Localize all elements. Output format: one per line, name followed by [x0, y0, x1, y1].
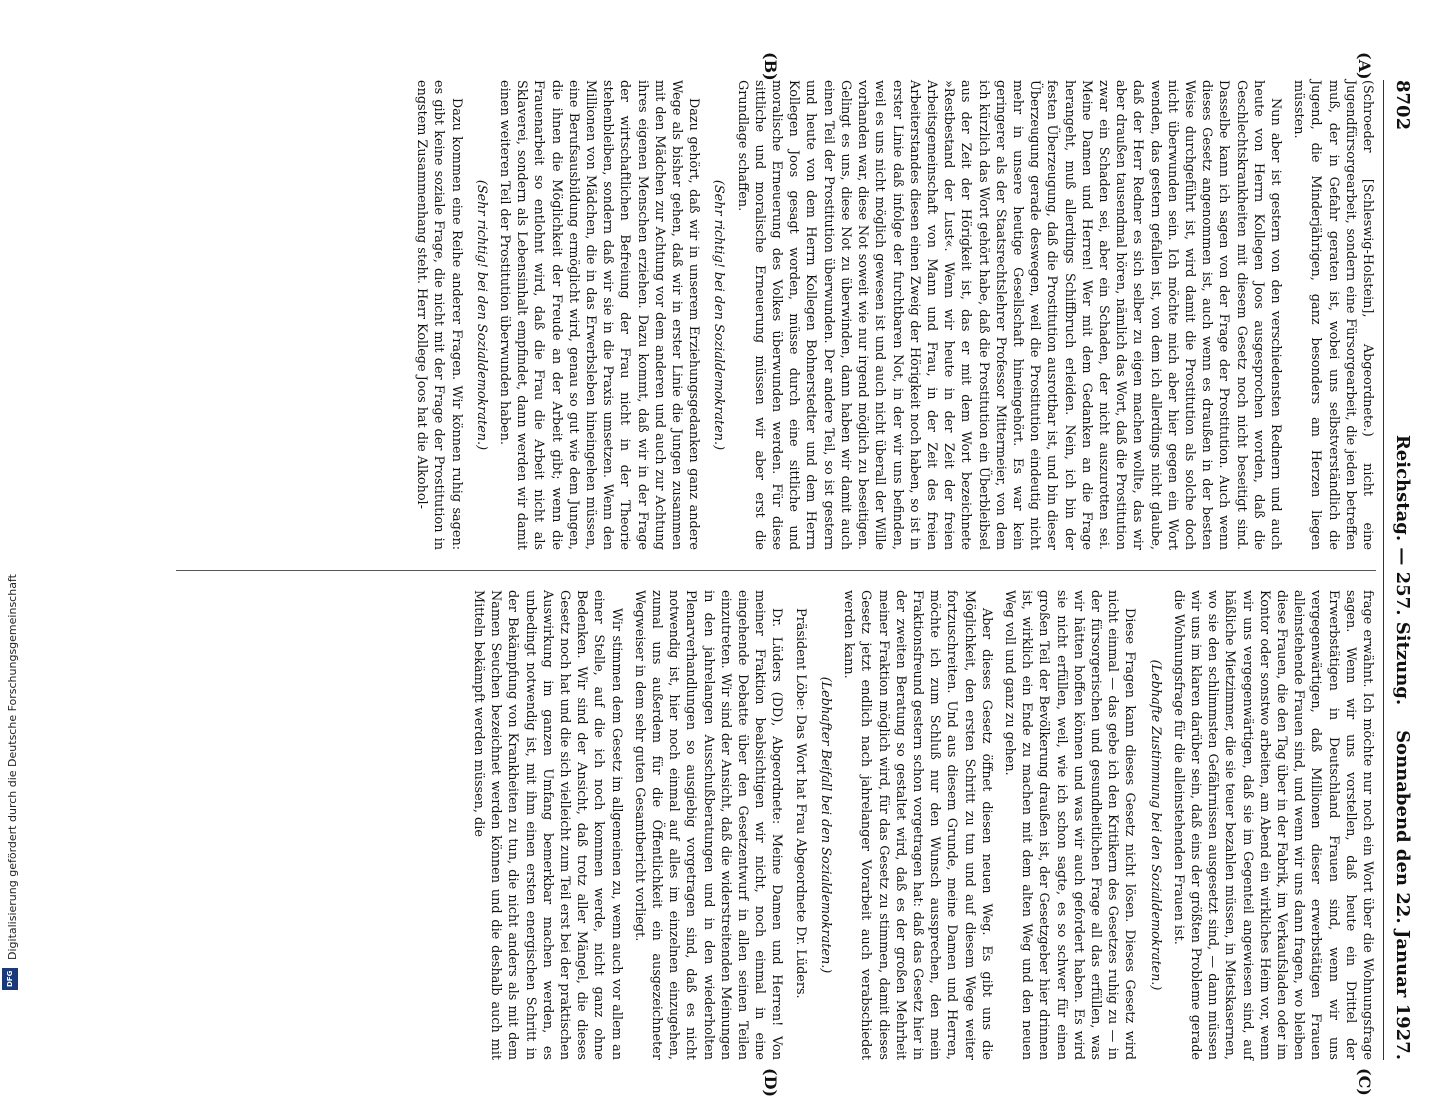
left-paragraph: Dazu gehört, daß wir in unserem Erziehungsgedanken ganz andere Wege als bisher gehen, daß wir in erster Linie die Jungen zusammen mit den Mädchen zur Achtung vor dem anderen und auch zur Achtung ihres eigenen Menschen erziehen. Dazu kommt, daß wir in der Frage der wirtschaftlichen Befreiung der Frau nicht in der Theorie stehenbleiben, sondern daß wir sie in die Praxis umsetzen. Wenn den Millionen von Mädchen, die in das Erwerbsleben hineingehen müssen, eine Berufsausbildung ermöglicht wird, genau so gut wie dem Jungen, die ihnen die Möglichkeit der Freude an der Arbeit gibt; wenn die Frauenarbeit so entlohnt wird, daß die Frau die Arbeit nicht als Sklaverei, sondern als Lebensinhalt empfindet, dann werden wir damit einen weiteren Teil der Prostitution überwunden haben.: [497, 80, 702, 550]
presidency-note: Präsident Löbe: Das Wort hat Frau Abgeordnete Dr. Lüders.: [792, 608, 808, 999]
interjection: (Lebhafter Beifall bei den Sozialdemokraten.): [817, 676, 833, 974]
page-number: 8702: [1392, 80, 1414, 131]
right-column: [464, 590, 1376, 1060]
header-rule: [1383, 80, 1384, 1060]
margin-mark-a: (A): [1355, 52, 1374, 80]
scanned-page: [160, 52, 1420, 1097]
digitization-credit-sidebar: [0, 0, 22, 1000]
dfg-logo: DFG: [2, 968, 18, 990]
session-date: Sonnabend den 22. Januar 1927.: [1392, 730, 1414, 1060]
margin-mark-b: (B): [761, 52, 780, 81]
left-paragraph: Nun aber ist gestern von den verschiedensten Rednern und auch heute von Herrn Kollegen Joos ausgesprochen worden, daß die Geschlechtskrankheiten mit diesem Gesetz noch nicht beseitigt sind. Dasselbe kann ich sagen von der Frage der Prostitution. Auch wenn dieses Gesetz angenommen ist, auch wenn es draußen in der besten Weise durchgeführt ist, wird damit die Prostitution als solche doch nicht überwunden sein. Ich möchte mich aber hier gegen ein Wort wenden, das gestern gefallen ist, von dem ich allerdings nicht glaube, daß der Herr Redner es sich selber zu eigen machen wollte, das wir aber draußen tausendmal hören, nämlich das Wort, daß die Prostitution zwar ein Schaden sei, aber ein Schaden, der nicht auszurotten sei. Meine Damen und Herren! Wer mit dem Gedanken an die Frage herangeht, muß allerdings Schiffbruch erleiden. Nein, ich bin der festen Überzeugung, daß die Prostitution ausrottbar ist, und bin dieser Überzeugung gerade deswegen, weil die Prostitution eindeutig nicht mehr in unsere heutige Gesellschaft hineingehört. Es war kein geringerer als der Staatsrechtslehrer Professor Mittermeier, von dem ich kürzlich das Wort gehört habe, daß die Prostitution ein Überbleibsel aus der Zeit der Hörigkeit ist, das er mit dem Wort bezeichnete »Restbestand der Lust«. Wenn wir heute in der Zeit der freien Arbeitsgemeinschaft von Mann und Frau, in der Zeit des freien Arbeiterstandes diesen einen Zweig der Hörigkeit noch haben, so ist in erster Linie daß infolge der furchtbaren Not, in der wir uns befinden, weil es uns nicht möglich gewesen ist und auch nicht überall der Wille vorhanden war, diese Not soweit wie nur irgend möglich zu beseitigen. Gelingt es uns, diese Not zu überwinden, dann haben wir damit auch einen Teil der Prostitution überwunden. Der andere Teil, so ist gestern und heute von dem Herrn Kollegen Bohnerstedter und dem Herrn Kollegen Joos gesagt worden, müsse durch eine sittliche und moralische Erneuerung des Volkes überwunden werden. Für diese sittliche und moralische Erneuerung müssen wir aber erst die Grundlage schaffen.: [734, 80, 1283, 550]
column-divider: [176, 570, 1376, 571]
right-paragraph: Diese Fragen kann dieses Gesetz nicht lösen. Dieses Gesetz wird nicht einmal — das gebe ich den Kritikern des Gesetzes ruhig zu — in der fürsorgerischen und gesundheitlichen Frage all das erfüllen, was wir hätten hoffen können und was wir auch gefordert haben. Es wird sie nicht erfüllen, weil, wie ich schon sagte, es so schwer für einen großen Teil der Bevölkerung draußen ist, der Gesetzgeber hier drinnen ist, wirklich ein Ende zu machen mit dem alten Weg und den neuen Weg voll und ganz zu gehen.: [1001, 590, 1138, 1060]
interjection: (Sehr richtig! bei den Sozialdemokraten.): [473, 179, 489, 451]
left-column: [407, 80, 1376, 550]
right-paragraph: frage erwähnt. Ich möchte nur noch ein Wort über die Wohnungsfrage sagen. Wenn wir uns vorstellen, daß heute ein Drittel der Erwerbstätigen in Deutschland Frauen sind, wenn wir uns vergegenwärtigen, daß Millionen dieser erwerbstätigen Frauen alleinstehende Frauen sind, und wenn wir uns dann fragen, wo bleiben diese Frauen, die den Tag über in der Fabrik, im Verkaufsladen oder im Kontor oder sonstwo arbeiten, am Abend ein wirkliches Heim vor, wenn wir uns vergegenwärtigen, daß sie im Gegenteil angewiesen sind, auf häßliche Mietzimmer, die sie teuer bezahlen müssen, in Mietskasernen, wo sie den schlimmsten Gefährnissen ausgesetzt sind, — dann müssen wir uns im klaren darüber sein, daß eins der größten Probleme gerade die Wohnungsfrage für die alleinstehenden Frauen ist.: [1170, 590, 1375, 1060]
right-paragraph: Dr. Lüders (DD), Abgeordnete: Meine Damen und Herren! Von meiner Fraktion beabsichtigen wir nicht, noch einmal in eine eingehende Debatte über den Gesetzentwurf in allen seinen Teilen einzutreten. Wir sind der Ansicht, daß die widerstreitenden Meinungen in den jahrelangen Ausschußberatungen und in den wiederholten Plenarverhandlungen so ausgiebig vorgetragen sind, daß es nicht notwendig ist, hier noch einmal auf alles im einzelnen einzugehen, zumal uns außerdem für die Öffentlichkeit ein ausgezeichneter Wegweiser in dem sehr guten Gesamtbericht vorliegt.: [631, 590, 785, 1060]
margin-mark-c: (C): [1355, 1068, 1374, 1096]
left-paragraph: Dazu kommen eine Reihe anderer Fragen. Wir können ruhig sagen: es gibt keine soziale Frage, die nicht mit der Frage der Prostitution in engstem Zusammenhang steht. Herr Kollege Joos hat die Alkohol-: [414, 80, 464, 550]
session-title: Reichstag. — 257. Sitzung.: [1392, 434, 1414, 706]
interjection: (Sehr richtig! bei den Sozialdemokraten.): [711, 179, 727, 451]
page-header: [1386, 80, 1420, 1060]
left-paragraph: (Schroeder [Schleswig-Holstein], Abgeordnete.) nicht eine Jugendfürsorgearbeit, sondern eine Fürsorgearbeit, die jeden betreffen muß, der in Gefahr geraten ist, wobei uns selbstverständlich die Jugend, die Minderjährigen, ganz besonders am Herzen liegen müssten.: [1291, 80, 1375, 550]
right-paragraph: Aber dieses Gesetz öffnet diesen neuen Weg. Es gibt uns die Möglichkeit, den ersten Schritt zu tun und auf diesem Wege weiter fortzuschreiten. Und aus diesem Grunde, meine Damen und Herren, möchte ich zum Schluß nur den Wunsch aussprechen, den mein Fraktionsfreund gestern schon vorgetragen hat: daß das Gesetz hier in der zweiten Beratung so gestaltet wird, daß es der großen Mehrheit meiner Fraktion möglich wird, für das Gesetz zu stimmen, damit dieses Gesetz jetzt endlich nach jahrelanger Vorarbeit auch verabschiedet werden kann.: [841, 590, 994, 1060]
margin-mark-d: (D): [761, 1068, 780, 1097]
interjection: (Lebhafte Zustimmung bei den Sozialdemokraten.): [1147, 659, 1163, 991]
right-paragraph: Wir stimmen dem Gesetz im allgemeinen zu, wenn auch vor allem an einer Stelle, auf die ich noch kommen werde, nicht ganz ohne Bedenken. Wir sind der Ansicht, daß trotz aller Mängel, die dieses Gesetz noch hat und die sich vielleicht zum Teil erst bei der praktischen Auswirkung im ganzen Umfang bemerkbar machen werden, es unbedingt notwendig ist, mit ihm einen ersten energischen Schritt in der Bekämpfung von Krankheiten zu tun, die nicht anders als mit dem Namen Seuchen bezeichnet werden können und die deshalb auch mit Mitteln bekämpft werden müssen, die: [471, 590, 624, 1060]
digitization-credit: Digitalisierung gefördert durch die Deutsche Forschungsgemeinschaft: [6, 574, 19, 960]
